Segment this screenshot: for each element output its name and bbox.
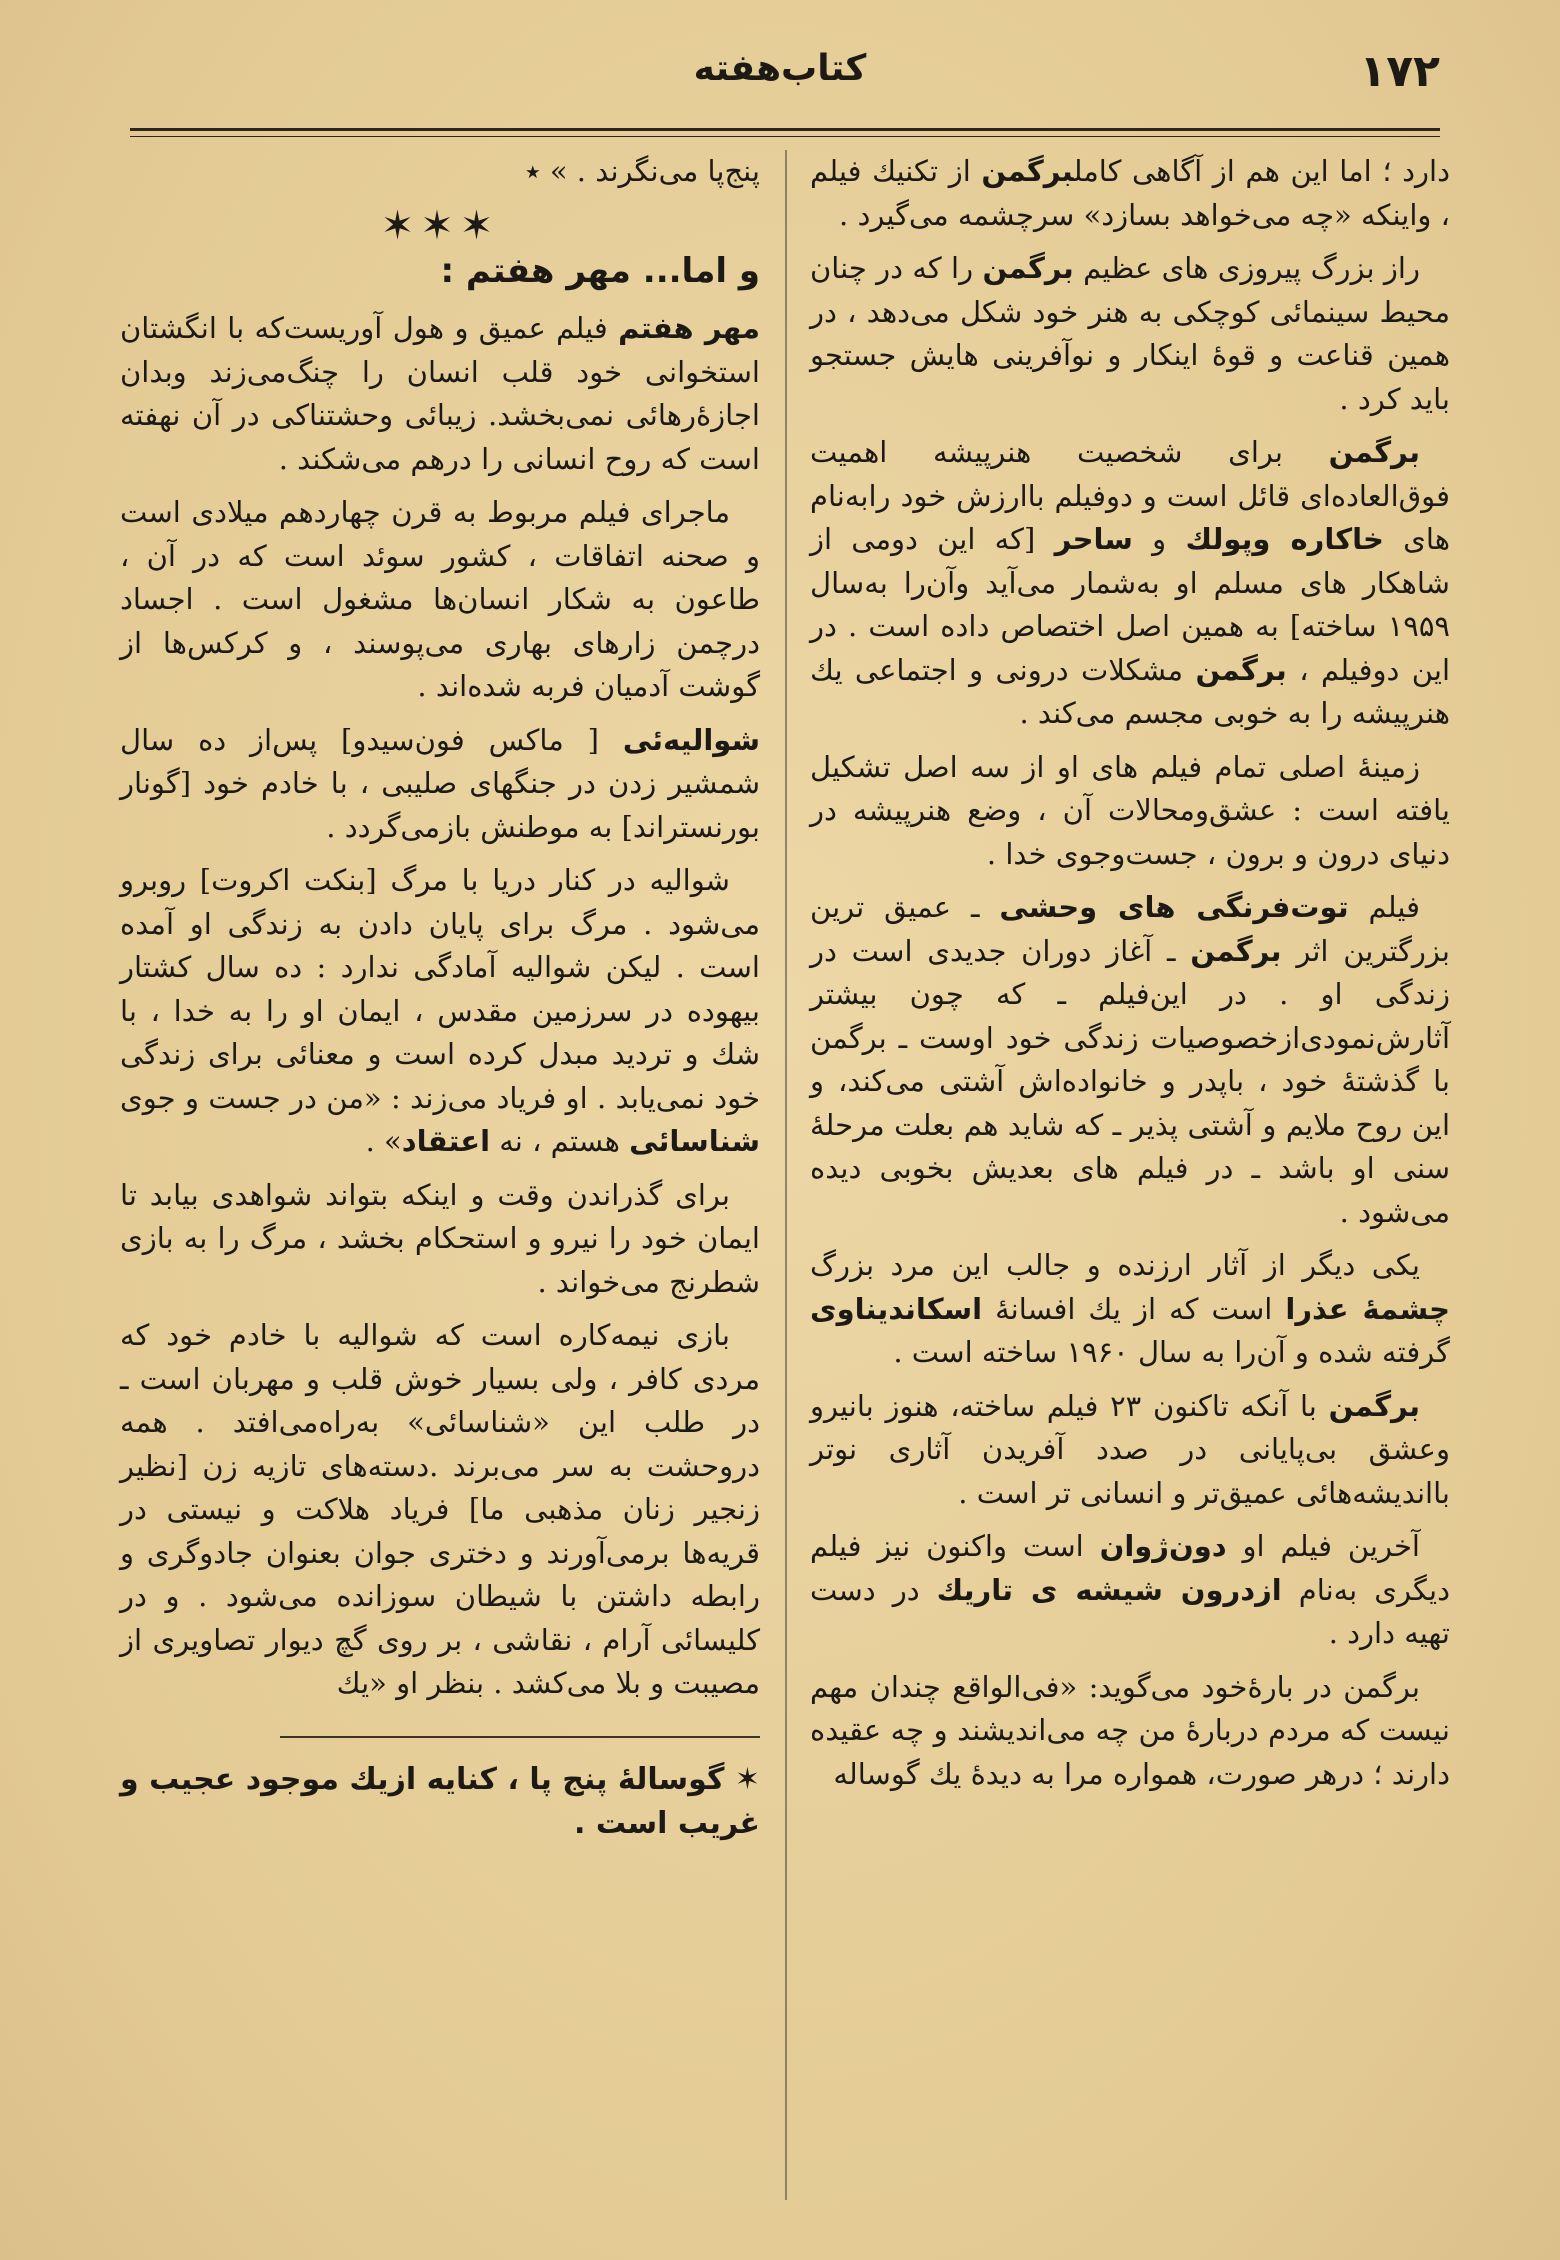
paragraph: دارد ؛ اما این هم از آگاهی کاملبرگمن از تکنیك فیلم ، واینکه «چه می‌خواهد بسازد» سرچشمه می‌گیرد . [810, 154, 1450, 232]
page-number: ۱۷۲ [1359, 46, 1440, 97]
header-rule [130, 128, 1440, 131]
paragraph: راز بزرگ پیروزی های عظیم برگمن را که در چنان محیط سینمائی کوچکی به هنر خود شکل می‌دهد ، در همین قناعت و قوهٔ اینکار و نوآفرینی هایش جستجو باید کرد . [810, 251, 1450, 416]
paragraph: شوالیه در کنار دریا با مرگ [بنکت اکروت] روبرو می‌شود . مرگ برای پایان دادن به زندگی او آمده است . لیکن شوالیه آمادگی ندارد : ده سال کشتار بیهوده در سرزمین مقدس ، ایمان او را به خدا ، با شك و تردید مبدل کرده است و معنائی برای زندگی خود نمی‌یابد . او فریاد می‌زند : «من در جست و جوی شناسائی هستم ، نه اعتقاد» . [120, 863, 760, 1158]
magazine-title: کتاب‌هفته [693, 48, 867, 89]
section-heading: و اما... مهر هفتم : [440, 250, 760, 291]
paragraph: برای گذراندن وقت و اینکه بتواند شواهدی بیابد تا ایمان خود را نیرو و استحکام بخشد ، مرگ را به بازی شطرنج می‌خواند . [120, 1177, 760, 1299]
header-rule-thin [130, 136, 1440, 137]
paragraph: برگمن برای شخصیت هنرپیشه اهمیت فوق‌العاده‌ای قائل است و دوفیلم باارزش خود رابه‌نام های خاکاره وپولك و ساحر [که این دومی از شاهکار های مسلم او به‌شمار می‌آید وآن‌را به‌سال ۱۹۵۹ ساخته] به همین اصل اختصاص داده است . در این دوفیلم ، برگمن مشکلات درونی و اجتماعی یك هنرپیشه را به خوبی مجسم می‌کند . [810, 435, 1451, 730]
paragraph: شوالیه‌ئی [ ماکس فون‌سیدو] پس‌از ده سال شمشیر زدن در جنگهای صلیبی ، با خادم خود [گونار بورنستراند] به موطنش بازمی‌گردد . [120, 722, 760, 844]
star-separator-icon: ✶✶✶ [380, 202, 500, 249]
column-divider [785, 150, 787, 2200]
footnote: ✶ گوسالهٔ پنج پا ، کنایه ازیك موجود عجیب و غریب است . [120, 1761, 760, 1841]
paragraph: بازی نیمه‌کاره است که شوالیه با خادم خود که مردی کافر ، ولی بسیار خوش قلب و مهربان است ـ در طلب این «شناسائی» به‌راه‌می‌افتد . همه دروحشت به سر می‌برند .دسته‌های تازیه زن [نظیر زنجیر زنان مذهبی ما] فریاد هلاکت و نیستی در قریه‌ها برمی‌آورند و دختری جوان بعنوان جادوگری و رابطه داشتن با شیطان سوزانده می‌شود . و در کلیسائی آرام ، نقاشی ، بر روی گچ دیوار تصاویری از مصیبت و بلا می‌کشد . بنظر او «یك [120, 1318, 760, 1700]
left-column [120, 150, 760, 1856]
paragraph: ماجرای فیلم مربوط به قرن چهاردهم میلادی است و صحنه اتفاقات ، کشور سوئد است که در آن ، طاعون به شکار انسان‌ها مشغول است . اجساد درچمن زارهای بهاری می‌پوسند ، و کرکس‌ها از گوشت آدمیان فربه شده‌اند . [120, 495, 760, 703]
paragraph: برگمن در بارهٔ‌خود می‌گوید: «فی‌الواقع چندان مهم نیست که مردم دربارهٔ من چه می‌اندیشند و چه عقیده دارند ؛ درهر صورت، همواره مرا به دیدهٔ یك گوساله [810, 1669, 1450, 1791]
paragraph: زمینهٔ اصلی تمام فیلم های او از سه اصل تشکیل یافته است : عشق‌ومحالات آن ، وضع هنرپیشه در دنیای درون و برون ، جست‌وجوی خدا . [810, 749, 1450, 871]
paragraph: آخرین فیلم او دون‌ژوان است واکنون نیز فیلم دیگری به‌نام ازدرون شیشه ی تاریك در دست تهیه دارد . [810, 1529, 1450, 1650]
paragraph: مهر هفتم فیلم عمیق و هول آوریست‌که با انگشتان استخوانی خود قلب انسان را چنگ‌می‌زند وبدان اجازهٔ‌رهائی نمی‌بخشد. زیبائی وحشتناکی در آن نهفته است که روح انسانی را درهم می‌شکند . [120, 311, 761, 476]
paragraph: فیلم توت‌فرنگی های وحشی ـ عمیق ترین بزرگترین اثر برگمن ـ آغاز دوران جدیدی است در زندگی او . در این‌فیلم ـ که چون بیشتر آثارش‌نمودی‌ازخصوصیات زندگی خود اوست ـ برگمن با گذشتهٔ خود ، باپدر و خانواده‌اش آشتی می‌کند، و این روح ملایم و آشتی پذیر ـ که شاید هم بعلت مرحلهٔ سنی او باشد ـ در فیلم های بعدیش بخوبی دیده می‌شود . [810, 890, 1450, 1229]
footnote-rule [280, 1736, 760, 1738]
page-header [120, 40, 1440, 140]
paragraph: برگمن با آنکه تاکنون ۲۳ فیلم ساخته، هنوز بانیرو وعشق بی‌پایانی در صدد آفریدن آثاری نوتر بااندیشه‌هائی عمیق‌تر و انسانی تر است . [810, 1388, 1450, 1510]
paragraph: یکی دیگر از آثار ارزنده و جالب این مرد بزرگ چشمهٔ عذرا است که از یك افسانهٔ اسکاندیناوی گرفته شده و آن‌را به سال ۱۹۶۰ ساخته است . [810, 1248, 1450, 1369]
right-column [810, 150, 1450, 1806]
paragraph: پنج‌پا می‌نگرند . » ٭ [524, 154, 760, 188]
